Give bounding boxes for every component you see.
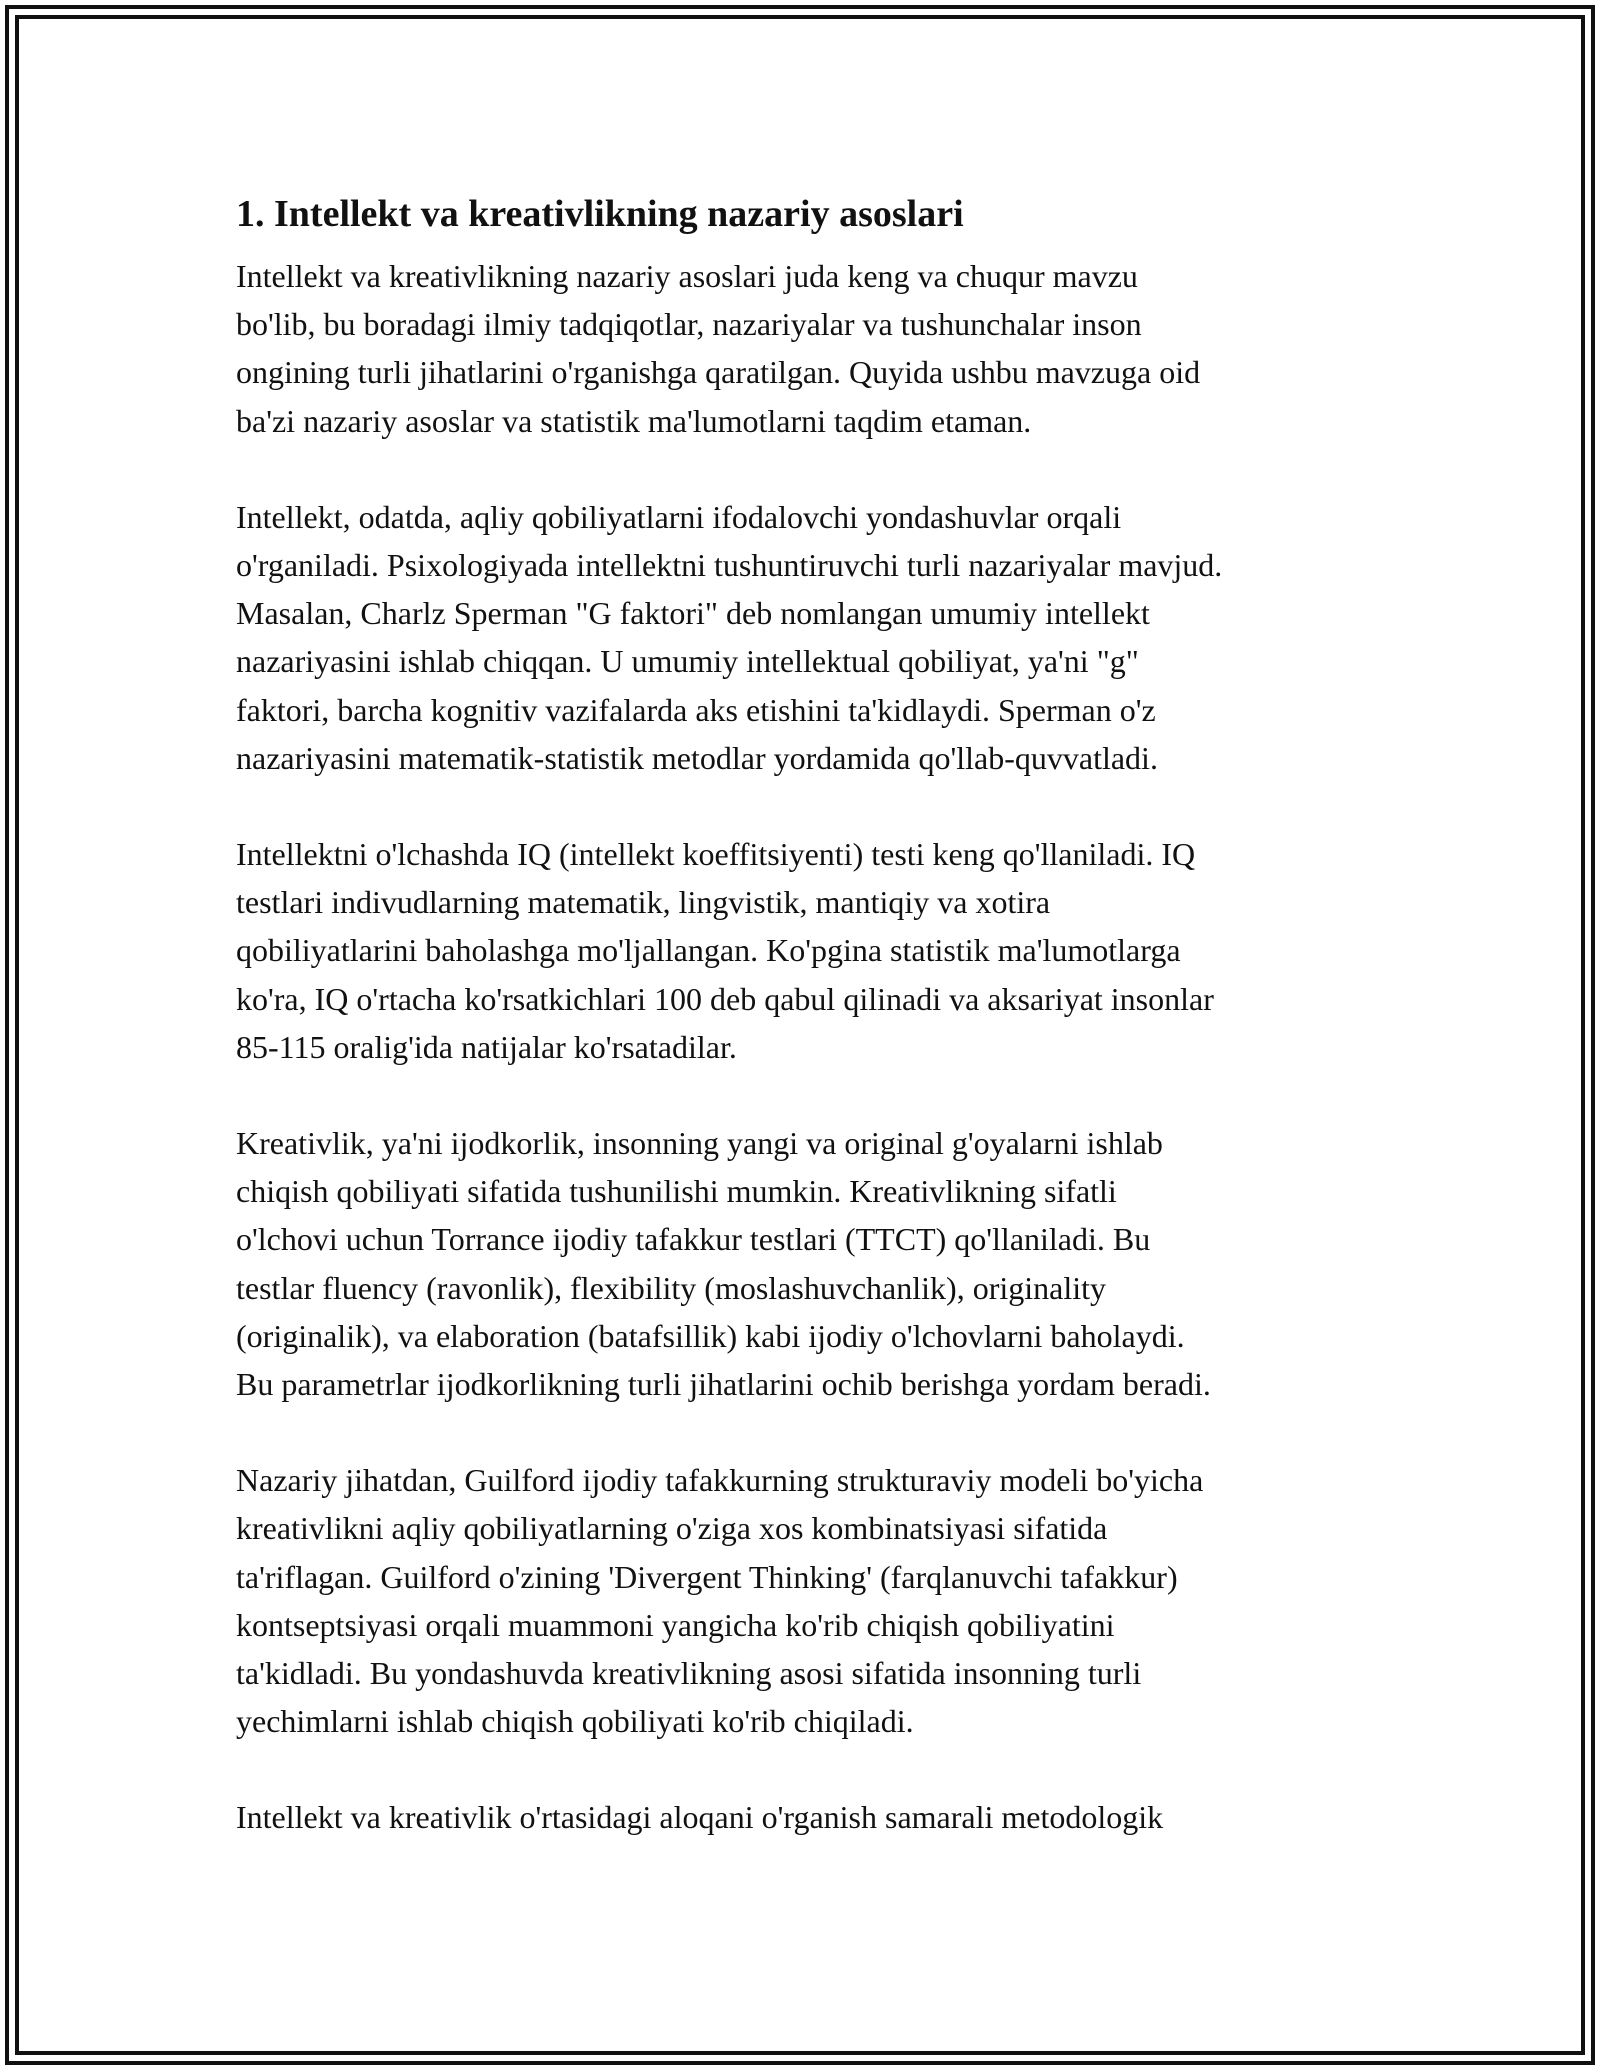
text-line: nazariyasini matematik-statistik metodlar yordamida qo'llab-quvvatladi. (236, 739, 1158, 776)
text-line: Intellekt va kreativlikning nazariy asoslari juda keng va chuqur mavzu (236, 258, 1138, 294)
text-line: Bu parametrlar ijodkorlikning turli jihatlarini ochib berishga yordam beradi. (236, 1366, 1211, 1403)
text-line: ta'riflagan. Guilford o'zining 'Divergent Thinking' (farqlanuvchi tafakkur) (236, 1558, 1178, 1595)
text-line: 85-115 oralig'ida natijalar ko'rsatadilar. (236, 1028, 737, 1065)
document-body (236, 190, 1386, 1890)
text-line: kreativlikni aqliy qobiliyatlarning o'ziga xos kombinatsiyasi sifatida (236, 1510, 1108, 1547)
text-line: Intellekt va kreativlik o'rtasidagi aloqani o'rganish samarali metodologik (236, 1799, 1164, 1836)
paragraph-intellect (236, 493, 1386, 782)
text-line: Intellekt, odatda, aqliy qobiliyatlarni ifodalovchi yondashuvlar orqali (236, 498, 1122, 535)
text-line: ongining turli jihatlarini o'rganishga qaratilgan. Quyida ushbu mavzuga oid (236, 354, 1201, 391)
paragraph-creativity (236, 1119, 1386, 1408)
text-line: ko'ra, IQ o'rtacha ko'rsatkichlari 100 deb qabul qilinadi va aksariyat insonlar (236, 980, 1214, 1017)
section-heading: 1. Intellekt va kreativlikning nazariy asoslari (236, 193, 964, 235)
text-line: testlari indivudlarning matematik, lingvistik, mantiqiy va xotira (236, 884, 1051, 921)
text-line: o'rganiladi. Psixologiyada intellektni tushuntiruvchi turli nazariyalar mavjud. (236, 547, 1223, 584)
text-line: bo'lib, bu boradagi ilmiy tadqiqotlar, nazariyalar va tushunchalar inson (236, 306, 1142, 343)
text-line: ba'zi nazariy asoslar va statistik ma'lumotlarni taqdim etaman. (236, 402, 1032, 439)
text-line: kontseptsiyasi orqali muammoni yangicha ko'rib chiqish qobiliyatini (236, 1606, 1115, 1643)
text-line: nazariyasini ishlab chiqqan. U umumiy intellektual qobiliyat, ya'ni "g" (236, 643, 1139, 680)
paragraph-intro (236, 252, 1386, 445)
text-line: Masalan, Charlz Sperman "G faktori" deb nomlangan umumiy intellekt (236, 595, 1150, 632)
paragraph-iq (236, 830, 1386, 1071)
text-line: Nazariy jihatdan, Guilford ijodiy tafakkurning strukturaviy modeli bo'yicha (236, 1462, 1204, 1499)
paragraph-guilford (236, 1456, 1386, 1745)
text-line: ta'kidladi. Bu yondashuvda kreativlikning asosi sifatida insonning turli (236, 1655, 1142, 1692)
text-line: yechimlarni ishlab chiqish qobiliyati ko'rib chiqiladi. (236, 1703, 914, 1740)
text-line: Intellektni o'lchashda IQ (intellekt koeffitsiyenti) testi keng qo'llaniladi. IQ (236, 836, 1196, 873)
text-line: (originalik), va elaboration (batafsillik) kabi ijodiy o'lchovlarni baholaydi. (236, 1317, 1185, 1354)
text-line: o'lchovi uchun Torrance ijodiy tafakkur testlari (TTCT) qo'llaniladi. Bu (236, 1221, 1151, 1258)
text-line: qobiliyatlarini baholashga mo'ljallangan. Ko'pgina statistik ma'lumotlarga (236, 932, 1181, 969)
text-line: chiqish qobiliyati sifatida tushunilishi mumkin. Kreativlikning sifatli (236, 1173, 1117, 1210)
text-line: testlar fluency (ravonlik), flexibility (moslashuvchanlik), originality (236, 1269, 1106, 1306)
text-line: faktori, barcha kognitiv vazifalarda aks etishini ta'kidlaydi. Sperman o'z (236, 691, 1156, 728)
text-line: Kreativlik, ya'ni ijodkorlik, insonning yangi va original g'oyalarni ishlab (236, 1125, 1163, 1162)
paragraph-relationship (236, 1793, 1386, 1841)
